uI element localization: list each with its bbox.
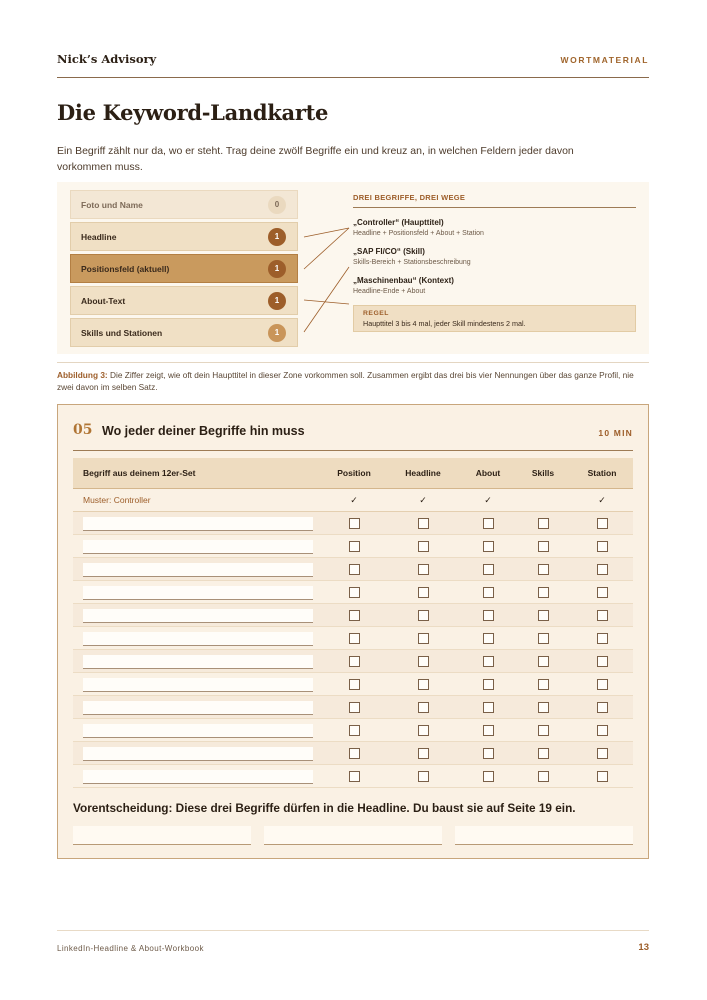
headline-keyword-field-2[interactable]	[264, 826, 442, 845]
checkbox-cell-position	[323, 535, 385, 557]
checkbox-station[interactable]	[597, 702, 608, 713]
zone-about	[70, 286, 298, 315]
keyword-row	[73, 696, 633, 719]
keyword-legend	[353, 193, 636, 332]
checkbox-cell-position	[323, 604, 385, 626]
col-header-station: Station	[587, 468, 617, 478]
checkbox-cell-about	[461, 627, 515, 649]
brand-name: Nick’s Advisory	[57, 52, 157, 66]
checkbox-position[interactable]	[349, 748, 360, 759]
checkbox-cell-headline	[385, 673, 461, 695]
checkbox-cell-position	[323, 558, 385, 580]
checkbox-station[interactable]	[597, 610, 608, 621]
intro-text: Ein Begriff zählt nur da, wo er steht. Trag deine zwölf Begriffe ein und kreuz an, in welchen Feldern jeder davon vorkommen muss.	[57, 145, 574, 173]
keyword-cell	[73, 581, 323, 603]
keyword-row	[73, 650, 633, 673]
checkbox-position[interactable]	[349, 656, 360, 667]
keyword-cell	[73, 742, 323, 764]
checkbox-cell-position	[323, 627, 385, 649]
zone-label: Foto und Name	[81, 200, 143, 210]
checkbox-about[interactable]	[483, 748, 494, 759]
legend-keyword: „Controller“ (Haupttitel)	[353, 218, 444, 227]
checkbox-about[interactable]	[483, 656, 494, 667]
connector-controller-headline	[304, 228, 349, 237]
checkbox-station[interactable]	[597, 518, 608, 529]
section-tag: WORTMATERIAL	[560, 55, 649, 65]
zone-label: About-Text	[81, 296, 126, 306]
checkbox-cell-skills	[515, 581, 571, 603]
decision-prompt: Vorentscheidung: Diese drei Begriffe dürfen in die Headline. Du baust sie auf Seite 19 ein.	[73, 801, 576, 815]
zone-label: Headline	[81, 232, 117, 242]
checkbox-cell-station	[571, 627, 633, 649]
checkbox-cell-about	[461, 604, 515, 626]
keyword-cell	[73, 719, 323, 741]
keyword-input[interactable]	[83, 540, 313, 554]
keyword-input[interactable]	[83, 678, 313, 692]
checkbox-headline[interactable]	[418, 656, 429, 667]
col-header-headline: Headline	[405, 468, 441, 478]
keyword-row	[73, 627, 633, 650]
col-header-position: Position	[337, 468, 371, 478]
checkbox-headline[interactable]	[418, 518, 429, 529]
checkbox-cell-skills	[515, 719, 571, 741]
checkbox-cell-skills	[515, 765, 571, 787]
checkbox-cell-about	[461, 673, 515, 695]
checkbox-cell-position	[323, 742, 385, 764]
keyword-cell	[73, 558, 323, 580]
keyword-input[interactable]	[83, 517, 313, 531]
zone-count-badge: 1	[268, 292, 286, 310]
zone-count-badge: 1	[268, 228, 286, 246]
checkbox-position[interactable]	[349, 587, 360, 598]
checkbox-position[interactable]	[349, 610, 360, 621]
exercise-box	[57, 404, 649, 859]
checkbox-station[interactable]	[597, 725, 608, 736]
rule-box	[353, 305, 636, 332]
checkbox-cell-skills	[515, 673, 571, 695]
zone-skills-stations	[70, 318, 298, 347]
page-header	[57, 52, 649, 68]
checkbox-cell-station	[571, 581, 633, 603]
checkbox-about[interactable]	[483, 564, 494, 575]
headline-keyword-fields	[73, 826, 633, 846]
keyword-row	[73, 535, 633, 558]
keyword-input[interactable]	[83, 586, 313, 600]
legend-path: Headline-Ende + About	[353, 288, 426, 295]
keyword-row	[73, 673, 633, 696]
checkbox-headline[interactable]	[418, 702, 429, 713]
checkbox-about[interactable]	[483, 587, 494, 598]
checkbox-position[interactable]	[349, 633, 360, 644]
checkbox-cell-skills	[515, 558, 571, 580]
checkbox-cell-headline	[385, 696, 461, 718]
checkbox-position[interactable]	[349, 725, 360, 736]
footer-title: LinkedIn-Headline & About-Workbook	[57, 944, 204, 953]
checkbox-cell-headline	[385, 650, 461, 672]
checkbox-cell-station	[571, 719, 633, 741]
caption-text: Die Ziffer zeigt, wie oft dein Haupttitel in dieser Zone vorkommen soll. Zusammen ergibt das drei bis vier Nennungen über das ganze Profil, nie zwei davon im selben Satz.	[57, 370, 634, 392]
checkbox-cell-skills	[515, 604, 571, 626]
keyword-input[interactable]	[83, 701, 313, 715]
checkbox-station[interactable]	[597, 541, 608, 552]
checkbox-headline[interactable]	[418, 610, 429, 621]
keyword-row	[73, 765, 633, 788]
checkbox-cell-about	[461, 581, 515, 603]
rule-text: Haupttitel 3 bis 4 mal, jeder Skill mindestens 2 mal.	[363, 319, 526, 328]
page-number: 13	[638, 942, 649, 953]
checkbox-cell-headline	[385, 535, 461, 557]
checkbox-cell-station	[571, 696, 633, 718]
header-divider	[57, 77, 649, 78]
checkbox-station[interactable]	[597, 564, 608, 575]
checkbox-cell-headline	[385, 558, 461, 580]
keyword-cell	[73, 765, 323, 787]
check-mark: ✓	[419, 494, 427, 505]
checkbox-cell-station	[571, 742, 633, 764]
checkbox-about[interactable]	[483, 518, 494, 529]
keyword-cell	[73, 512, 323, 534]
checkbox-skills[interactable]	[538, 656, 549, 667]
zone-headline	[70, 222, 298, 251]
col-header-skills: Skills	[531, 468, 555, 478]
zone-photo-name	[70, 190, 298, 219]
checkbox-position[interactable]	[349, 564, 360, 575]
check-mark: ✓	[484, 494, 492, 505]
checkbox-cell-about	[461, 535, 515, 557]
checkbox-cell-position	[323, 650, 385, 672]
checkbox-cell-skills	[515, 512, 571, 534]
legend-item	[353, 218, 636, 237]
page-title: Die Keyword-Landkarte	[57, 100, 329, 125]
checkbox-skills[interactable]	[538, 518, 549, 529]
legend-item	[353, 247, 636, 266]
checkbox-cell-about	[461, 558, 515, 580]
exercise-duration: 10 MIN	[598, 428, 633, 438]
keyword-row	[73, 581, 633, 604]
exercise-divider	[73, 450, 633, 451]
headline-keyword-field-3[interactable]	[455, 826, 633, 845]
zone-position	[70, 254, 298, 283]
checkbox-skills[interactable]	[538, 610, 549, 621]
checkbox-skills[interactable]	[538, 633, 549, 644]
checkbox-cell-station	[571, 535, 633, 557]
checkbox-station[interactable]	[597, 748, 608, 759]
checkbox-station[interactable]	[597, 587, 608, 598]
checkbox-skills[interactable]	[538, 564, 549, 575]
checkbox-headline[interactable]	[418, 725, 429, 736]
sample-label: Muster: Controller	[83, 495, 151, 505]
caption-label: Abbildung 3:	[57, 370, 108, 380]
checkbox-cell-headline	[385, 719, 461, 741]
zone-count-badge: 1	[268, 260, 286, 278]
keyword-grid	[73, 458, 633, 788]
checkbox-headline[interactable]	[418, 771, 429, 782]
keyword-input[interactable]	[83, 563, 313, 577]
check-mark	[515, 489, 571, 511]
checkbox-cell-position	[323, 696, 385, 718]
checkbox-cell-about	[461, 765, 515, 787]
checkbox-cell-position	[323, 719, 385, 741]
headline-keyword-field-1[interactable]	[73, 826, 251, 845]
checkbox-about[interactable]	[483, 771, 494, 782]
checkbox-cell-station	[571, 765, 633, 787]
checkbox-position[interactable]	[349, 679, 360, 690]
exercise-title: Wo jeder deiner Begriffe hin muss	[102, 424, 305, 438]
keyword-cell	[73, 627, 323, 649]
checkbox-cell-skills	[515, 696, 571, 718]
checkbox-cell-skills	[515, 627, 571, 649]
connector-skill-stations	[304, 267, 349, 332]
sample-row	[73, 489, 633, 512]
col-header-about: About	[475, 468, 501, 478]
legend-path: Skills-Bereich + Stationsbeschreibung	[353, 259, 471, 266]
connector-controller-position	[304, 228, 349, 269]
keyword-input[interactable]	[83, 724, 313, 738]
checkbox-position[interactable]	[349, 541, 360, 552]
col-header-keyword: Begriff aus deinem 12er-Set	[83, 468, 196, 478]
checkbox-cell-skills	[515, 650, 571, 672]
connector-maschinenbau-headline	[304, 300, 349, 304]
legend-title: DREI BEGRIFFE, DREI WEGE	[353, 193, 636, 208]
exercise-number: 05	[73, 422, 93, 438]
checkbox-about[interactable]	[483, 702, 494, 713]
check-mark: ✓	[598, 494, 606, 505]
checkbox-cell-station	[571, 512, 633, 534]
keyword-input[interactable]	[83, 632, 313, 646]
checkbox-cell-skills	[515, 742, 571, 764]
keyword-cell	[73, 696, 323, 718]
checkbox-skills[interactable]	[538, 541, 549, 552]
checkbox-cell-about	[461, 650, 515, 672]
checkbox-headline[interactable]	[418, 587, 429, 598]
checkbox-cell-position	[323, 581, 385, 603]
checkbox-cell-station	[571, 558, 633, 580]
keyword-row	[73, 742, 633, 765]
checkbox-cell-headline	[385, 765, 461, 787]
checkbox-skills[interactable]	[538, 679, 549, 690]
checkbox-cell-about	[461, 696, 515, 718]
checkbox-skills[interactable]	[538, 725, 549, 736]
profile-zones	[70, 190, 298, 350]
keyword-input[interactable]	[83, 609, 313, 623]
grid-header-row	[73, 458, 633, 489]
checkbox-about[interactable]	[483, 541, 494, 552]
zone-label: Skills und Stationen	[81, 328, 163, 338]
checkbox-position[interactable]	[349, 771, 360, 782]
checkbox-station[interactable]	[597, 679, 608, 690]
keyword-row	[73, 512, 633, 535]
keyword-cell	[73, 535, 323, 557]
checkbox-station[interactable]	[597, 633, 608, 644]
checkbox-cell-headline	[385, 512, 461, 534]
zone-label: Positionsfeld (aktuell)	[81, 264, 170, 274]
checkbox-headline[interactable]	[418, 541, 429, 552]
keyword-input[interactable]	[83, 770, 313, 784]
checkbox-cell-station	[571, 673, 633, 695]
checkbox-station[interactable]	[597, 656, 608, 667]
keyword-row	[73, 719, 633, 742]
checkbox-position[interactable]	[349, 518, 360, 529]
legend-keyword: „Maschinenbau“ (Kontext)	[353, 276, 454, 285]
keyword-cell	[73, 673, 323, 695]
checkbox-about[interactable]	[483, 633, 494, 644]
keyword-input[interactable]	[83, 655, 313, 669]
keyword-map-figure	[57, 182, 649, 354]
legend-path: Headline + Positionsfeld + About + Station	[353, 230, 484, 237]
zone-count-badge: 1	[268, 324, 286, 342]
check-mark: ✓	[350, 494, 358, 505]
checkbox-about[interactable]	[483, 610, 494, 621]
checkbox-cell-position	[323, 512, 385, 534]
checkbox-cell-headline	[385, 627, 461, 649]
checkbox-skills[interactable]	[538, 771, 549, 782]
checkbox-about[interactable]	[483, 725, 494, 736]
checkbox-position[interactable]	[349, 702, 360, 713]
checkbox-cell-headline	[385, 742, 461, 764]
keyword-cell	[73, 604, 323, 626]
zone-count-badge: 0	[268, 196, 286, 214]
checkbox-cell-station	[571, 650, 633, 672]
figure-divider	[57, 362, 649, 363]
keyword-input[interactable]	[83, 747, 313, 761]
checkbox-headline[interactable]	[418, 564, 429, 575]
checkbox-skills[interactable]	[538, 748, 549, 759]
checkbox-cell-headline	[385, 581, 461, 603]
checkbox-cell-about	[461, 742, 515, 764]
checkbox-cell-skills	[515, 535, 571, 557]
keyword-row	[73, 558, 633, 581]
legend-keyword: „SAP FI/CO“ (Skill)	[353, 247, 425, 256]
rule-title: REGEL	[363, 310, 389, 317]
figure-caption	[57, 369, 649, 393]
checkbox-station[interactable]	[597, 771, 608, 782]
checkbox-cell-headline	[385, 604, 461, 626]
workbook-page	[57, 0, 649, 1000]
footer-divider	[57, 930, 649, 931]
legend-item	[353, 276, 636, 295]
checkbox-cell-position	[323, 673, 385, 695]
checkbox-headline[interactable]	[418, 748, 429, 759]
checkbox-headline[interactable]	[418, 633, 429, 644]
keyword-cell	[73, 650, 323, 672]
checkbox-skills[interactable]	[538, 587, 549, 598]
checkbox-skills[interactable]	[538, 702, 549, 713]
checkbox-cell-about	[461, 512, 515, 534]
checkbox-cell-station	[571, 604, 633, 626]
checkbox-cell-position	[323, 765, 385, 787]
keyword-row	[73, 604, 633, 627]
checkbox-headline[interactable]	[418, 679, 429, 690]
checkbox-cell-about	[461, 719, 515, 741]
checkbox-about[interactable]	[483, 679, 494, 690]
